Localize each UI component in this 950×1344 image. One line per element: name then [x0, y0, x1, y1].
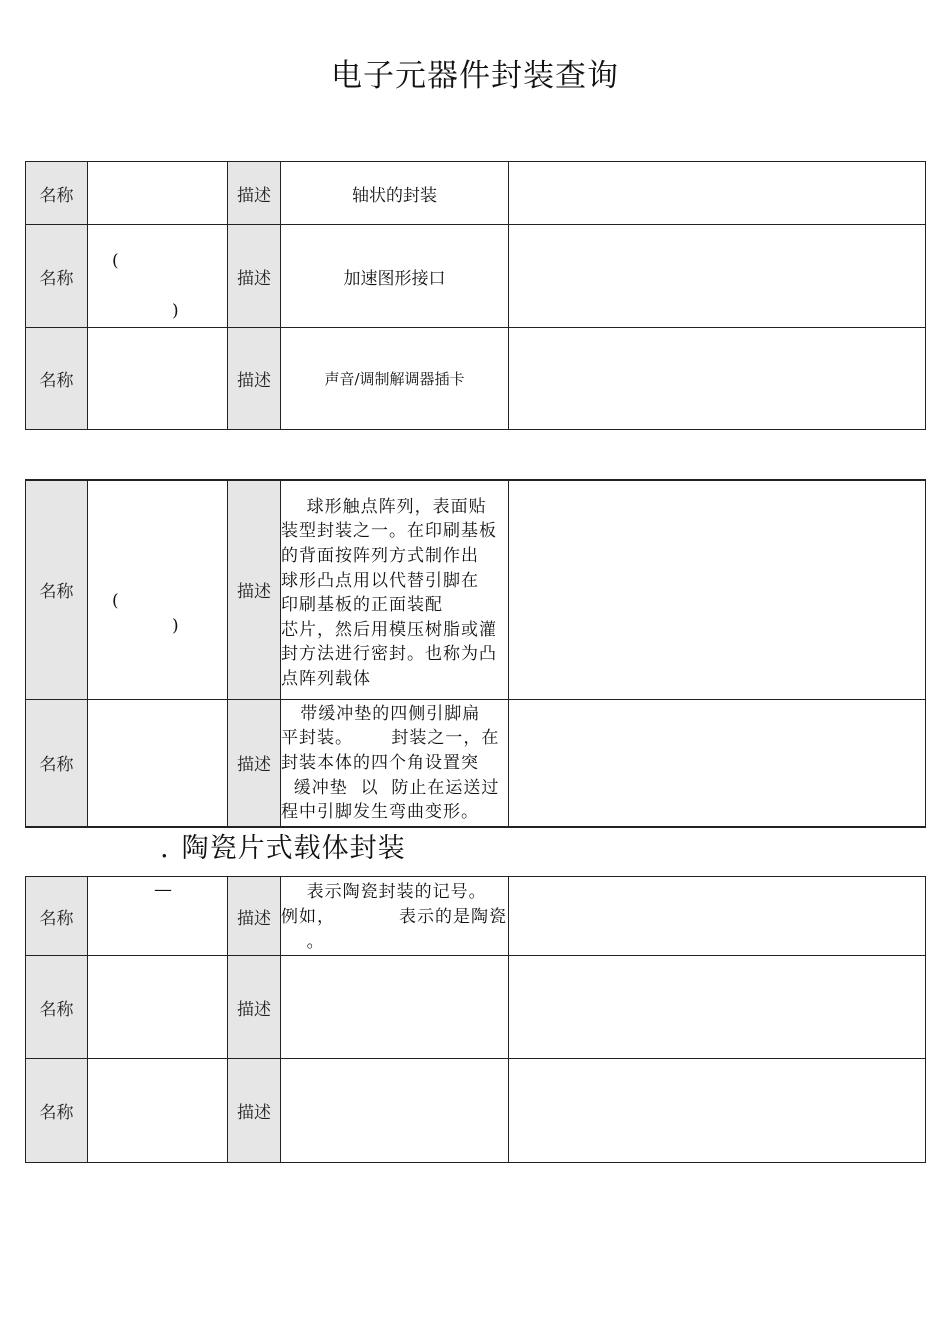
name-cell: [88, 1059, 228, 1163]
section-marker: .: [160, 833, 170, 864]
package-table-1: [25, 161, 926, 430]
desc-text: [281, 956, 509, 1059]
table-row: [26, 480, 926, 699]
name-close-paren: ): [172, 616, 179, 636]
desc-cell: [281, 162, 509, 225]
desc-label: 描述: [228, 225, 281, 328]
desc-label: 描述: [228, 162, 281, 225]
desc-cell: [281, 225, 509, 328]
extra-cell: [509, 162, 926, 225]
table-row: [26, 225, 926, 328]
desc-text: 表示陶瓷封装的记号。 例如， 表示的是陶瓷 。: [281, 877, 509, 956]
desc-text: 球形触点阵列，表面贴 装型封装之一。在印刷基板 的背面按阵列方式制作出 球形凸点用以代替引脚在 印刷基板的正面装配 芯片，然后用模压树脂或灌 封方法进行密封。也称为凸 点阵列载体: [281, 480, 509, 699]
name-label: 名称: [26, 956, 88, 1059]
name-dash: —: [154, 879, 172, 900]
table-row: [26, 1059, 926, 1163]
extra-cell: [509, 480, 926, 699]
name-label: 名称: [26, 225, 88, 328]
desc-text: 加速图形接口: [343, 268, 446, 289]
name-label: 名称: [26, 162, 88, 225]
name-label: 名称: [26, 480, 88, 699]
table-row: [26, 699, 926, 827]
desc-cell: [281, 328, 509, 430]
desc-text: [281, 1059, 509, 1163]
name-cell: [88, 225, 228, 328]
desc-label: 描述: [228, 699, 281, 827]
table-row: [26, 956, 926, 1059]
desc-label: 描述: [228, 1059, 281, 1163]
desc-text: 轴状的封装: [352, 185, 437, 206]
table-row: [26, 328, 926, 430]
desc-text: 带缓冲垫的四侧引脚扁 平封装。 封装之一，在 封装本体的四个角设置突 缓冲垫 以 防止在运送过 程中引脚发生弯曲变形。: [281, 699, 509, 827]
desc-label: 描述: [228, 877, 281, 956]
extra-cell: [509, 1059, 926, 1163]
name-cell: [88, 877, 228, 956]
section-heading: [160, 826, 406, 865]
name-close-paren: ): [172, 301, 179, 321]
extra-cell: [509, 699, 926, 827]
page-title: 电子元器件封装查询: [331, 58, 619, 94]
name-label: 名称: [26, 699, 88, 827]
table-row: [26, 162, 926, 225]
name-cell: [88, 162, 228, 225]
name-cell: [88, 480, 228, 699]
package-table-2: [25, 479, 926, 828]
name-open-paren: (: [112, 591, 119, 611]
desc-text: 声音/调制解调器插卡: [324, 370, 465, 388]
name-open-paren: (: [112, 251, 119, 271]
section-heading-text: 陶瓷片式载体封装: [181, 833, 406, 864]
extra-cell: [509, 225, 926, 328]
desc-label: 描述: [228, 480, 281, 699]
table-row: [26, 877, 926, 956]
name-label: 名称: [26, 1059, 88, 1163]
name-cell: [88, 956, 228, 1059]
name-label: 名称: [26, 328, 88, 430]
extra-cell: [509, 328, 926, 430]
name-cell: [88, 328, 228, 430]
extra-cell: [509, 956, 926, 1059]
desc-label: 描述: [228, 956, 281, 1059]
name-label: 名称: [26, 877, 88, 956]
extra-cell: [509, 877, 926, 956]
desc-label: 描述: [228, 328, 281, 430]
name-cell: [88, 699, 228, 827]
package-table-3: [25, 876, 926, 1163]
